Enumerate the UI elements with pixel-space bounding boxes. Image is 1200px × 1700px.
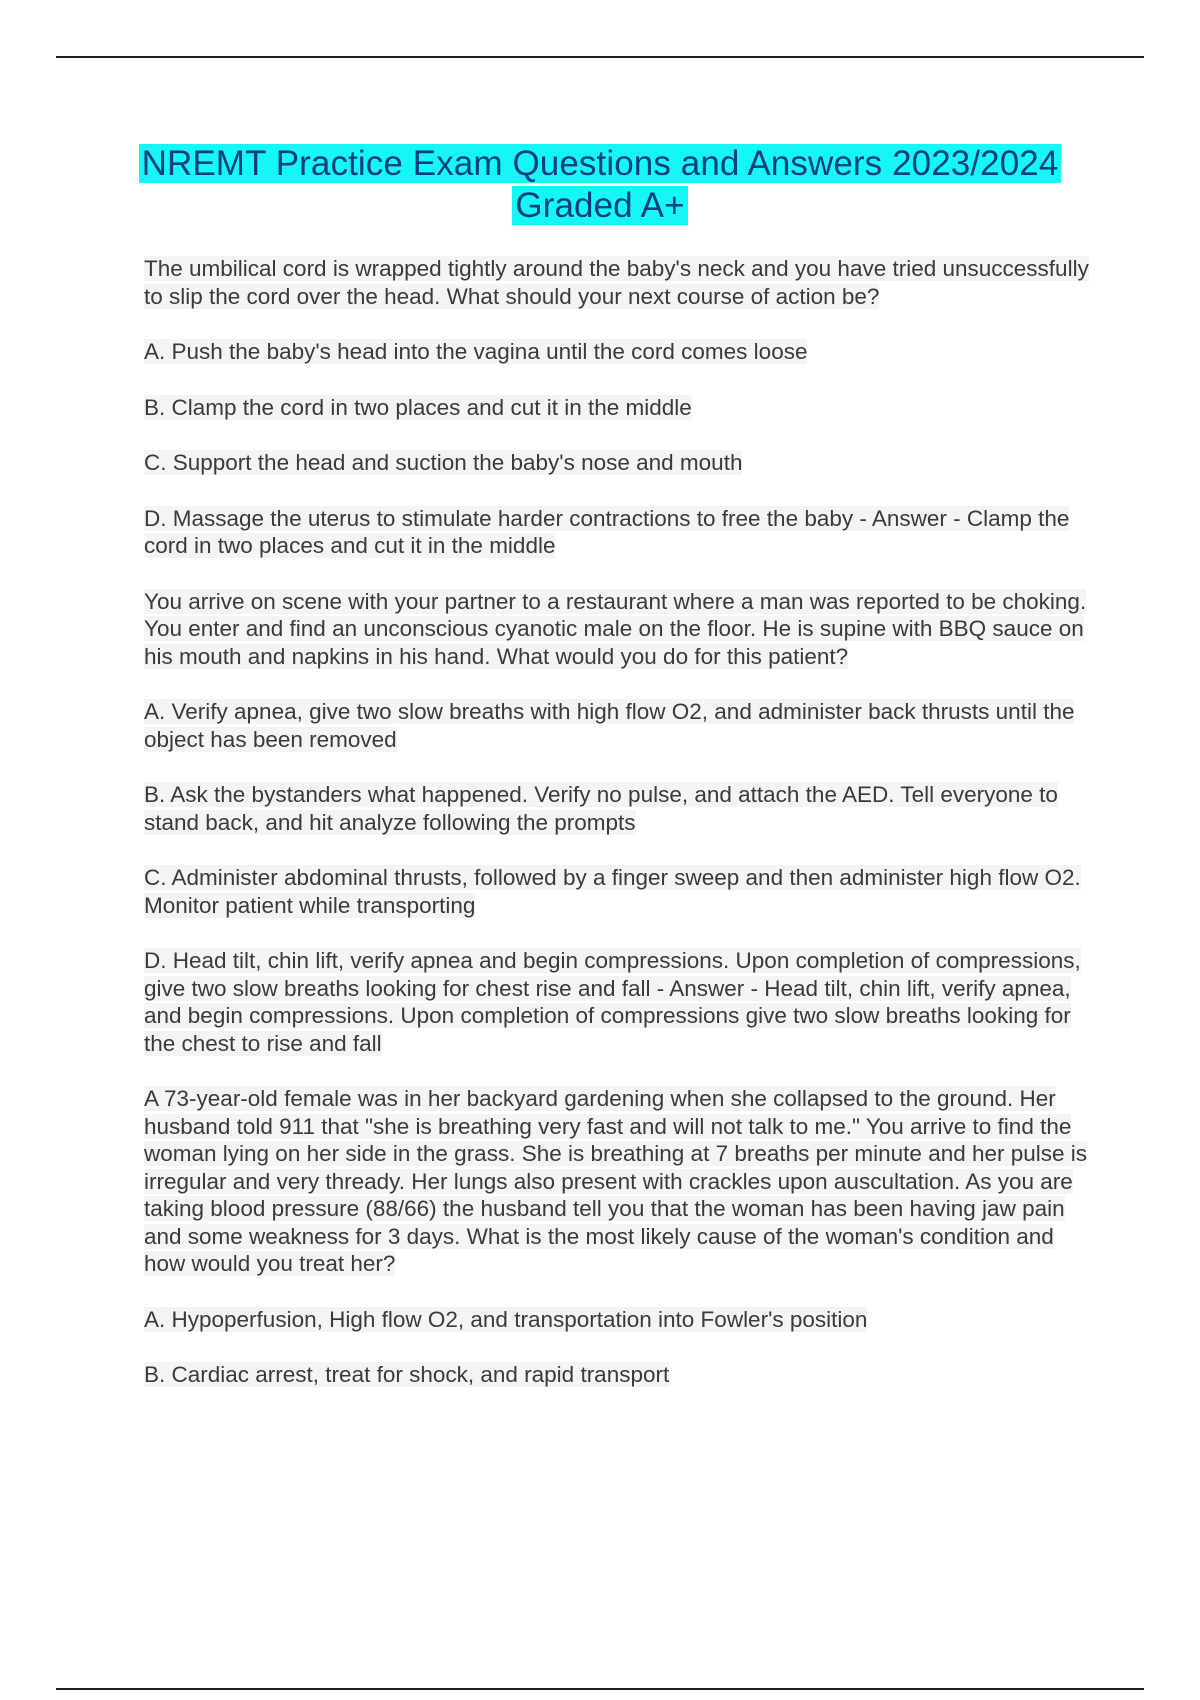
question-1-option-c: C. Support the head and suction the baby's nose and mouth [144, 450, 743, 475]
question-2-option-a: A. Verify apnea, give two slow breaths with high flow O2, and administer back thrusts until the object has been removed [144, 699, 1075, 752]
question-2-option-d-answer: D. Head tilt, chin lift, verify apnea and begin compressions. Upon completion of compressions, give two slow breaths looking for chest rise and fall - Answer - Head tilt, chin lift, verify apnea, and begin compressions. Upon completion of compressions give two slow breaths looking for the chest to rise and fall [144, 948, 1081, 1056]
document-body [144, 255, 1094, 1417]
title-line-2: Graded A+ [512, 186, 687, 225]
question-2-option-c: C. Administer abdominal thrusts, followed by a finger sweep and then administer high flow O2. Monitor patient while transporting [144, 865, 1081, 918]
question-1-option-b: B. Clamp the cord in two places and cut it in the middle [144, 394, 692, 420]
document-title [0, 143, 1200, 227]
footer-rule [56, 1688, 1144, 1690]
title-line-1: NREMT Practice Exam Questions and Answers 2023/2024 [139, 144, 1062, 183]
question-2-stem: You arrive on scene with your partner to a restaurant where a man was reported to be choking. You enter and find an unconscious cyanotic male on the floor. He is supine with BBQ sauce on his mouth and napkins in his hand. What would you do for this patient? [144, 588, 1087, 669]
header-rule [56, 56, 1144, 58]
question-1-option-d-answer: D. Massage the uterus to stimulate harder contractions to free the baby - Answer - Clamp the cord in two places and cut it in the middle [144, 505, 1070, 558]
question-3-option-a: A. Hypoperfusion, High flow O2, and transportation into Fowler's position [144, 1306, 868, 1332]
question-3-stem: A 73-year-old female was in her backyard gardening when she collapsed to the ground. Her husband told 911 that "she is breathing very fast and will not talk to me." You arrive to find the woman lying on her side in the grass. She is breathing at 7 breaths per minute and her pulse is irregular and very thready. Her lungs also present with crackles upon auscultation. As you are taking blood pressure (88/66) the husband tell you that the woman has been having jaw pain and some weakness for 3 days. What is the most likely cause of the woman's condition and how would you treat her? [144, 1086, 1088, 1276]
question-3-option-b: B. Cardiac arrest, treat for shock, and rapid transport [144, 1362, 670, 1387]
question-2-option-b: B. Ask the bystanders what happened. Verify no pulse, and attach the AED. Tell everyone to stand back, and hit analyze following the prompts [144, 782, 1058, 835]
question-1-option-a: A. Push the baby's head into the vagina until the cord comes loose [144, 339, 808, 364]
question-1-stem: The umbilical cord is wrapped tightly around the baby's neck and you have tried unsuccessfully to slip the cord over the head. What should your next course of action be? [144, 256, 1089, 309]
